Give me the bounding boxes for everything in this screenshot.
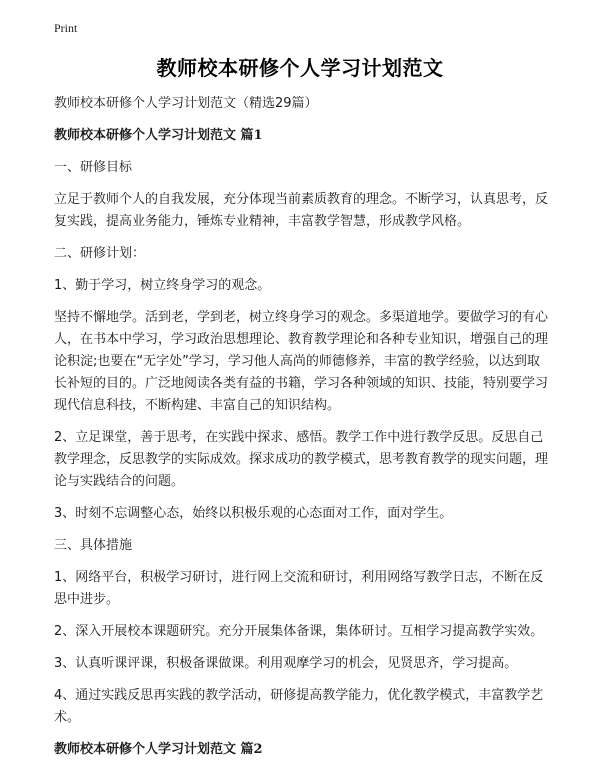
section-heading-2: 教师校本研修个人学习计划范文 篇2 bbox=[54, 742, 263, 757]
goal-paragraph: 立足于教师个人的自我发展，充分体现当前素质教育的理念。不断学习，认真思考，反复实践，提高业务能力，锤炼专业精神，丰富教学智慧，形成教学风格。 bbox=[54, 192, 549, 229]
print-label[interactable]: Print bbox=[54, 21, 78, 35]
plan-item-1: 1、勤于学习，树立终身学习的观念。 bbox=[54, 278, 271, 293]
measures-heading: 三、具体措施 bbox=[54, 538, 133, 553]
subtitle: 教师校本研修个人学习计划范文（精选29篇） bbox=[54, 96, 318, 111]
section-heading-1: 教师校本研修个人学习计划范文 篇1 bbox=[54, 128, 263, 143]
measure-4: 4、通过实践反思再实践的教学活动，研修提高教学能力，优化教学模式，丰富教学艺术。 bbox=[54, 688, 544, 725]
measure-2: 2、深入开展校本课题研究。充分开展集体备课，集体研讨。互相学习提高教学实效。 bbox=[54, 624, 544, 639]
page-title: 教师校本研修个人学习计划范文 bbox=[156, 56, 444, 80]
goal-heading: 一、研修目标 bbox=[54, 160, 133, 175]
measure-1: 1、网络平台，积极学习研讨，进行网上交流和研讨，利用网络写教学日志，不断在反思中进步。 bbox=[54, 570, 544, 607]
plan-heading: 二、研修计划： bbox=[54, 246, 146, 261]
plan-item-3: 3、时刻不忘调整心态，始终以积极乐观的心态面对工作，面对学生。 bbox=[54, 506, 453, 521]
document-body bbox=[54, 93, 548, 761]
measure-3: 3、认真听课评课，积极备课做课。利用观摩学习的机会，见贤思齐，学习提高。 bbox=[54, 656, 518, 671]
plan-item-1-detail: 坚持不懈地学。活到老，学到老，树立终身学习的观念。多渠道地学。要做学习的有心人，在书本中学习，学习政治思想理论、教育教学理论和各种专业知识，增强自己的理论积淀;也要在“无字处”学习，学习他人高尚的师德修养，丰富的教学经验，以达到取长补短的目的。广泛地阅读各类有益的书籍，学习各种领域的知识、技能，特别要学习现代信息科技，不断构建、丰富自己的知识结构。 bbox=[54, 310, 549, 413]
plan-item-2: 2、立足课堂，善于思考，在实践中探求、感悟。教学工作中进行教学反思。反思自己教学理念，反思教学的实际成效。探求成功的教学模式，思考教育教学的现实问题，理论与实践结合的问题。 bbox=[54, 430, 549, 489]
